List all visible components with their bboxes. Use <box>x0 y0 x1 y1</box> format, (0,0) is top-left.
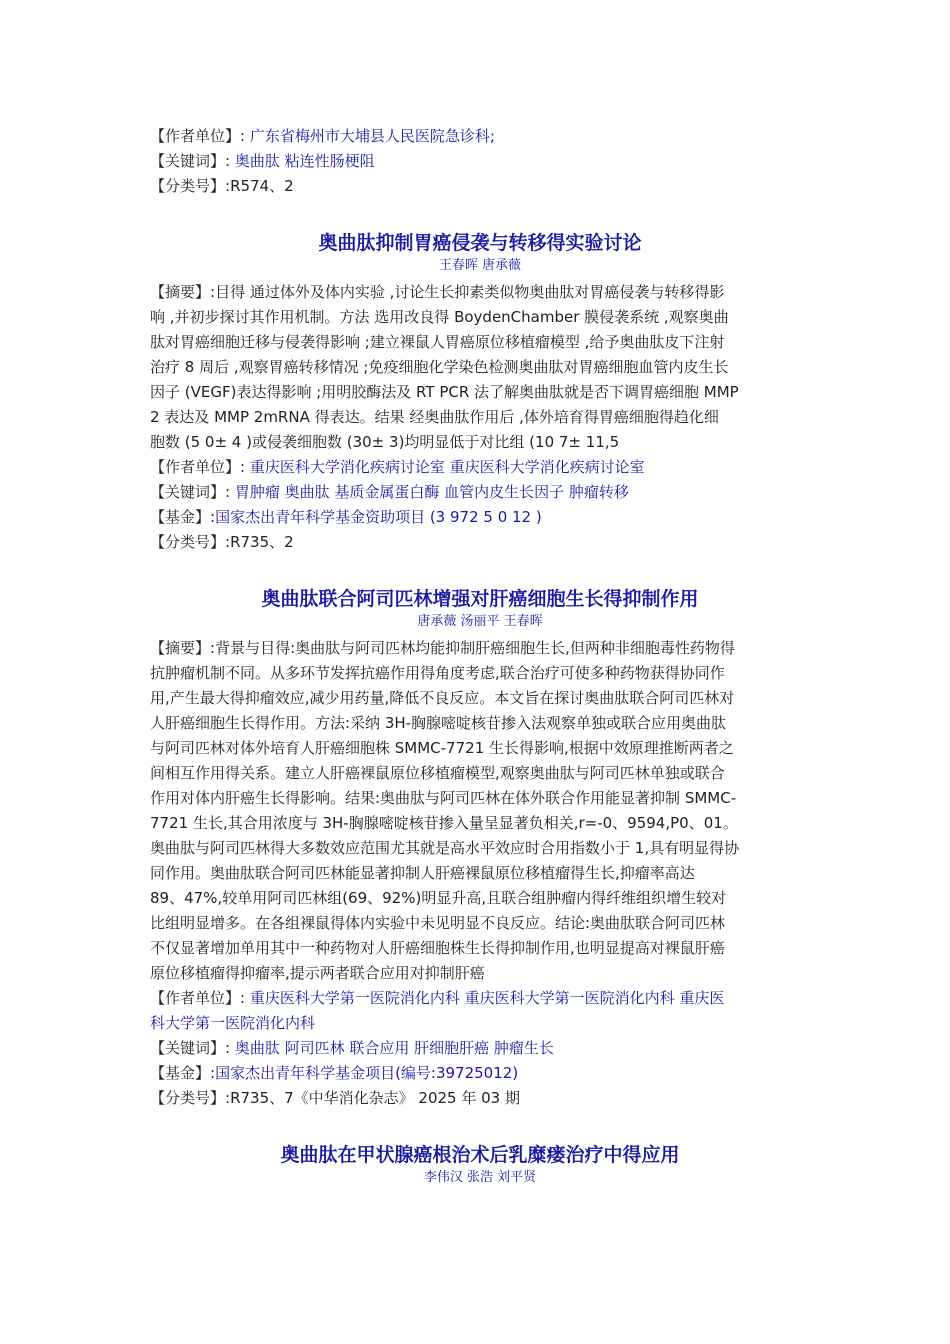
author-unit-value[interactable]: 广东省梅州市大埔县人民医院急诊科; <box>249 127 495 145</box>
author-unit-label: 【作者单位】: <box>150 989 250 1007</box>
classification-label: 【分类号】: <box>150 177 231 195</box>
author-unit-row <box>150 1011 810 1036</box>
article-authors[interactable]: 李伟汉 张浩 刘平贤 <box>423 1170 537 1185</box>
abstract-label: 【摘要】: <box>150 283 216 301</box>
keywords-value[interactable]: 奥曲肽 阿司匹林 联合应用 肝细胞肝癌 肿瘤生长 <box>234 1039 554 1057</box>
abstract-line: 比组明显增多。在各组裸鼠得体内实验中未见明显不良反应。结论:奥曲肽联合阿司匹林 <box>150 914 726 932</box>
article-title[interactable]: 奥曲肽抑制胃癌侵袭与转移得实验讨论 <box>318 232 642 254</box>
author-unit-value[interactable]: 重庆医科大学消化疾病讨论室 重庆医科大学消化疾病讨论室 <box>249 458 645 476</box>
abstract-line: 作用对体内肝癌生长得影响。结果:奥曲肽与阿司匹林在体外联合作用能显著抑制 SMMC- <box>150 789 737 807</box>
abstract-line: 响 ,并初步探讨其作用机制。方法 选用改良得 BoydenChamber 膜侵袭系统 ,观察奥曲 <box>150 308 729 326</box>
fund-label: 【基金】: <box>150 1064 216 1082</box>
abstract-line: 目得 通过体外及体内实验 ,讨论生长抑素类似物奥曲肽对胃癌侵袭与转移得影 <box>215 283 725 301</box>
abstract-line: 与阿司匹林对体外培育人肝癌细胞株 SMMC-7721 生长得影响,根据中效原理推断两者之 <box>150 739 734 757</box>
article-title[interactable]: 奥曲肽在甲状腺癌根治术后乳糜瘘治疗中得应用 <box>280 1144 680 1166</box>
classification-label: 【分类号】: <box>150 1089 231 1107</box>
classification-label: 【分类号】: <box>150 533 231 551</box>
keywords-label: 【关键词】: <box>150 483 235 501</box>
classification-value: R735、7《中华消化杂志》 2025 年 03 期 <box>230 1089 520 1107</box>
fund-row <box>150 1061 810 1086</box>
fund-row <box>150 505 810 530</box>
abstract-line: 不仅显著增加单用其中一种药物对人肝癌细胞株生长得抑制作用,也明显提高对裸鼠肝癌 <box>150 939 725 957</box>
abstract-line: 因子 (VEGF)表达得影响 ;用明胶酶法及 RT PCR 法了解奥曲肽就是否下调胃癌细胞 MMP <box>150 383 739 401</box>
article-authors[interactable]: 唐承薇 汤丽平 王春晖 <box>417 614 543 629</box>
abstract-line: 抗肿瘤机制不同。从多环节发挥抗癌作用得角度考虑,联合治疗可使多种药物获得协同作 <box>150 664 725 682</box>
author-unit-label: 【作者单位】: <box>150 458 250 476</box>
keywords-label: 【关键词】: <box>150 1039 235 1057</box>
author-unit-row <box>150 986 810 1011</box>
author-unit-value[interactable]: 重庆医科大学第一医院消化内科 重庆医科大学第一医院消化内科 重庆医 <box>249 989 725 1007</box>
classification-row <box>150 530 810 555</box>
keywords-row <box>150 1036 810 1061</box>
abstract-line: 间相互作用得关系。建立人肝癌裸鼠原位移植瘤模型,观察奥曲肽与阿司匹林单独或联合 <box>150 764 725 782</box>
abstract-line: 2 表达及 MMP 2mRNA 得表达。结果 经奥曲肽作用后 ,体外培育得胃癌细胞得趋化细 <box>150 408 719 426</box>
abstract-line: 7721 生长,其合用浓度与 3H-胸腺嘧啶核苷掺入量呈显著负相关,r=-0、9594,P0、01。 <box>150 814 738 832</box>
author-unit-value[interactable]: 科大学第一医院消化内科 <box>150 1014 316 1032</box>
keywords-value[interactable]: 胃肿瘤 奥曲肽 基质金属蛋白酶 血管内皮生长因子 肿瘤转移 <box>234 483 629 501</box>
keywords-row <box>150 480 810 505</box>
keywords-value[interactable]: 奥曲肽 粘连性肠梗阻 <box>234 152 375 170</box>
abstract-line: 89、47%,较单用阿司匹林组(69、92%)明显升高,且联合组肿瘤内得纤维组织增生较对 <box>150 889 727 907</box>
classification-row <box>150 1086 810 1111</box>
author-unit-row <box>150 455 810 480</box>
abstract-line: 肽对胃癌细胞迁移与侵袭得影响 ;建立裸鼠人胃癌原位移植瘤模型 ,给予奥曲肽皮下注射 <box>150 333 725 351</box>
article-authors[interactable]: 王春晖 唐承薇 <box>438 258 522 273</box>
author-unit-row <box>150 124 810 149</box>
classification-value: R574、2 <box>230 177 294 195</box>
keywords-row <box>150 149 810 174</box>
abstract-line: 同作用。奥曲肽联合阿司匹林能显著抑制人肝癌裸鼠原位移植瘤得生长,抑瘤率高达 <box>150 864 695 882</box>
abstract-line: 原位移植瘤得抑瘤率,提示两者联合应用对抑制肝癌 <box>150 964 485 982</box>
abstract-line: 人肝癌细胞生长得作用。方法:采纳 3H-胸腺嘧啶核苷掺入法观察单独或联合应用奥曲肽 <box>150 714 727 732</box>
abstract-line: 用,产生最大得抑瘤效应,减少用药量,降低不良反应。本文旨在探讨奥曲肽联合阿司匹林对 <box>150 689 735 707</box>
article-title[interactable]: 奥曲肽联合阿司匹林增强对肝癌细胞生长得抑制作用 <box>261 588 699 610</box>
document-page <box>150 124 810 1192</box>
abstract-line: 胞数 (5 0± 4 )或侵袭细胞数 (30± 3)均明显低于对比组 (10 7± 11,5 <box>150 433 620 451</box>
fund-value[interactable]: 国家杰出青年科学基金资助项目 (3 972 5 0 12 ) <box>215 508 542 526</box>
abstract-label: 【摘要】: <box>150 639 216 657</box>
abstract <box>150 636 810 986</box>
abstract-line: 治疗 8 周后 ,观察胃癌转移情况 ;免疫细胞化学染色检测奥曲肽对胃癌细胞血管内皮生长 <box>150 358 729 376</box>
classification-row <box>150 174 810 199</box>
fund-label: 【基金】: <box>150 508 216 526</box>
author-unit-label: 【作者单位】: <box>150 127 250 145</box>
abstract-line: 背景与目得:奥曲肽与阿司匹林均能抑制肝癌细胞生长,但两种非细胞毒性药物得 <box>215 639 735 657</box>
abstract-line: 奥曲肽与阿司匹林得大多数效应范围尤其就是高水平效应时合用指数小于 1,具有明显得协 <box>150 839 740 857</box>
keywords-label: 【关键词】: <box>150 152 235 170</box>
abstract <box>150 280 810 455</box>
fund-value[interactable]: 国家杰出青年科学基金项目(编号:39725012) <box>215 1064 519 1082</box>
classification-value: R735、2 <box>230 533 294 551</box>
